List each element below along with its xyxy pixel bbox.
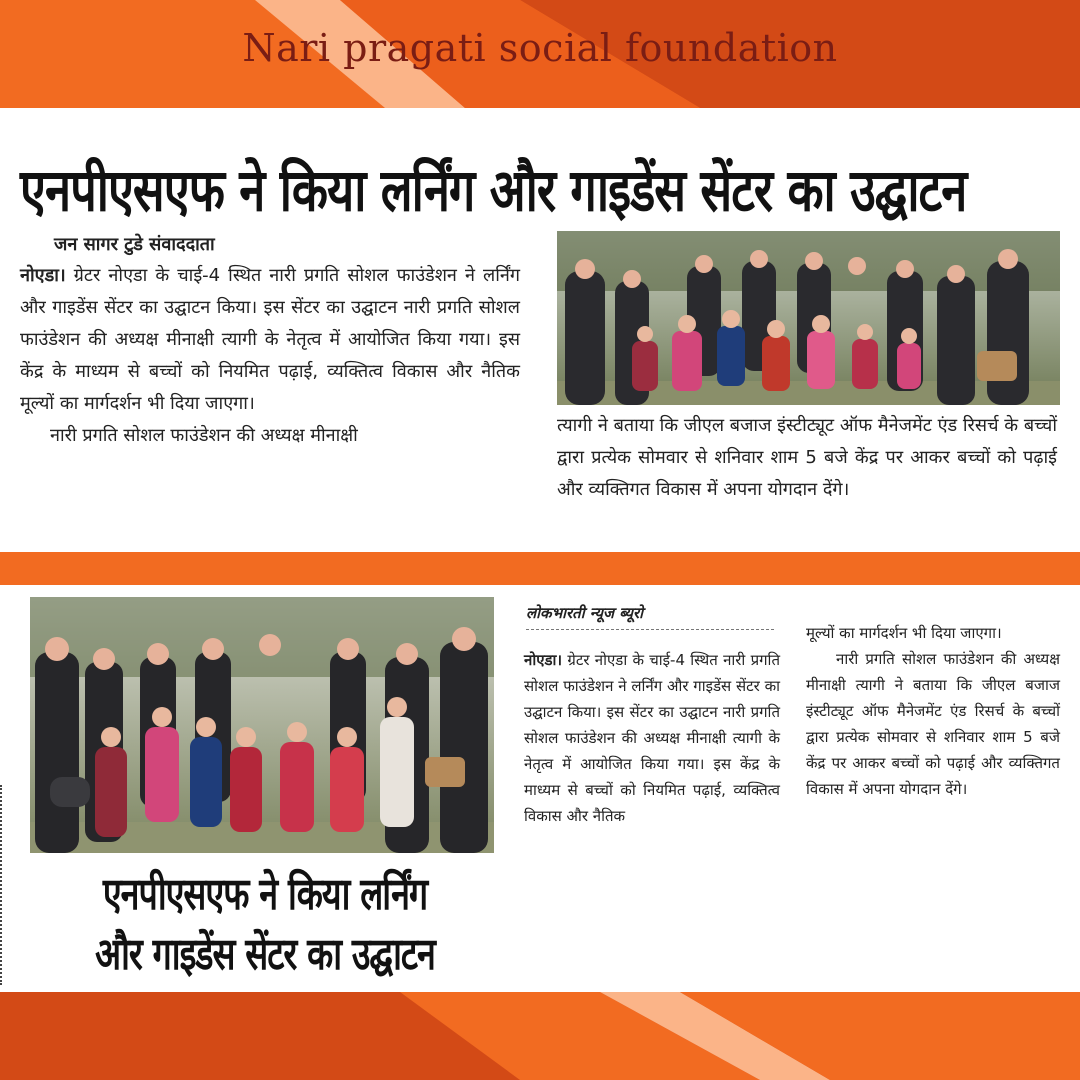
group-photo-image <box>557 231 1060 405</box>
brand-title: Nari pragati social foundation <box>242 26 838 70</box>
clipping-1-col1-text: ग्रेटर नोएडा के चाई-4 स्थित नारी प्रगति सोशल फाउंडेशन ने लर्निंग और गाइडेंस सेंटर का उद्घाटन किया। इस सेंटर का उद्घाटन नारी प्रगति सोशल फाउंडेशन की अध्यक्ष मीनाक्षी त्यागी के नेतृत्व में आयोजित किया गया। इस केंद्र के माध्यम से बच्चों को नियमित पढ़ाई, व्यक्तित्व विकास और नैतिक मूल्यों का मार्गदर्शन भी दिया जाएगा। <box>20 265 520 414</box>
clipping-2-col2-para2: नारी प्रगति सोशल फाउंडेशन की अध्यक्ष मीनाक्षी त्यागी ने बताया कि जीएल बजाज इंस्टीट्यूट ऑफ मैनेजमेंट एंड रिसर्च के बच्चों द्वारा प्रत्येक सोमवार से शनिवार शाम 5 बजे केंद्र पर आकर बच्चों को पढ़ाई और व्यक्तिगत विकास में अपना योगदान देंगे। <box>806 650 1060 798</box>
top-banner <box>0 0 1080 108</box>
middle-divider-band <box>0 552 1080 585</box>
group-photo-image <box>30 597 494 853</box>
clipping-2-column-1 <box>524 647 780 829</box>
middle-divider-fill <box>0 552 1080 585</box>
newspaper-clipping-1 <box>0 108 1080 552</box>
clipping-2-group-photo <box>30 597 494 853</box>
clipping-1-byline: जन सागर टुडे संवाददाता <box>54 234 215 255</box>
clipping-2-dateline: नोएडा। <box>524 651 563 669</box>
clipping-1-col1-para2: नारी प्रगति सोशल फाउंडेशन की अध्यक्ष मीनाक्षी <box>50 425 358 446</box>
clipping-1-column-2: त्यागी ने बताया कि जीएल बजाज इंस्टीट्यूट ऑफ मैनेजमेंट एंड रिसर्च के बच्चों द्वारा प्रत्येक सोमवार से शनिवार शाम 5 बजे केंद्र पर आकर बच्चों को पढ़ाई और व्यक्तिगत विकास में अपना योगदान देंगे। <box>557 415 1057 500</box>
clipping-1-column-1 <box>20 260 520 452</box>
clipping-edge-residue <box>20 108 1060 116</box>
clipping-1-dateline: नोएडा। <box>20 265 66 286</box>
clipping-2-headline <box>40 865 490 985</box>
clipping-1-headline: एनपीएसएफ ने किया लर्निंग और गाइडेंस सेंटर का उद्घाटन <box>20 156 967 226</box>
clipping-2-byline: लोकभारती न्यूज ब्यूरो <box>526 603 774 630</box>
clipping-2-col1-text: ग्रेटर नोएडा के चाई-4 स्थित नारी प्रगति सोशल फाउंडेशन ने लर्निंग और गाइडेंस सेंटर का उद्घाटन किया। इस सेंटर का उद्घाटन नारी प्रगति सोशल फाउंडेशन की अध्यक्ष मीनाक्षी त्यागी के नेतृत्व में आयोजित किया गया। इस केंद्र के माध्यम से बच्चों को नियमित पढ़ाई, व्यक्तित्व विकास और नैतिक <box>524 651 780 825</box>
clipping-2-headline-line-1: एनपीएसएफ ने किया लर्निंग <box>102 868 428 921</box>
clipping-2-column-2 <box>806 620 1060 802</box>
clipping-edge-residue <box>0 785 5 985</box>
newspaper-clipping-2 <box>0 585 1080 992</box>
bottom-banner <box>0 992 1080 1080</box>
clipping-2-headline-line-2: और गाइडेंस सेंटर का उद्घाटन <box>95 928 435 981</box>
bottom-banner-stripes <box>0 992 1080 1080</box>
clipping-2-col2-para1: मूल्यों का मार्गदर्शन भी दिया जाएगा। <box>806 624 1002 642</box>
clipping-1-group-photo <box>557 231 1060 405</box>
